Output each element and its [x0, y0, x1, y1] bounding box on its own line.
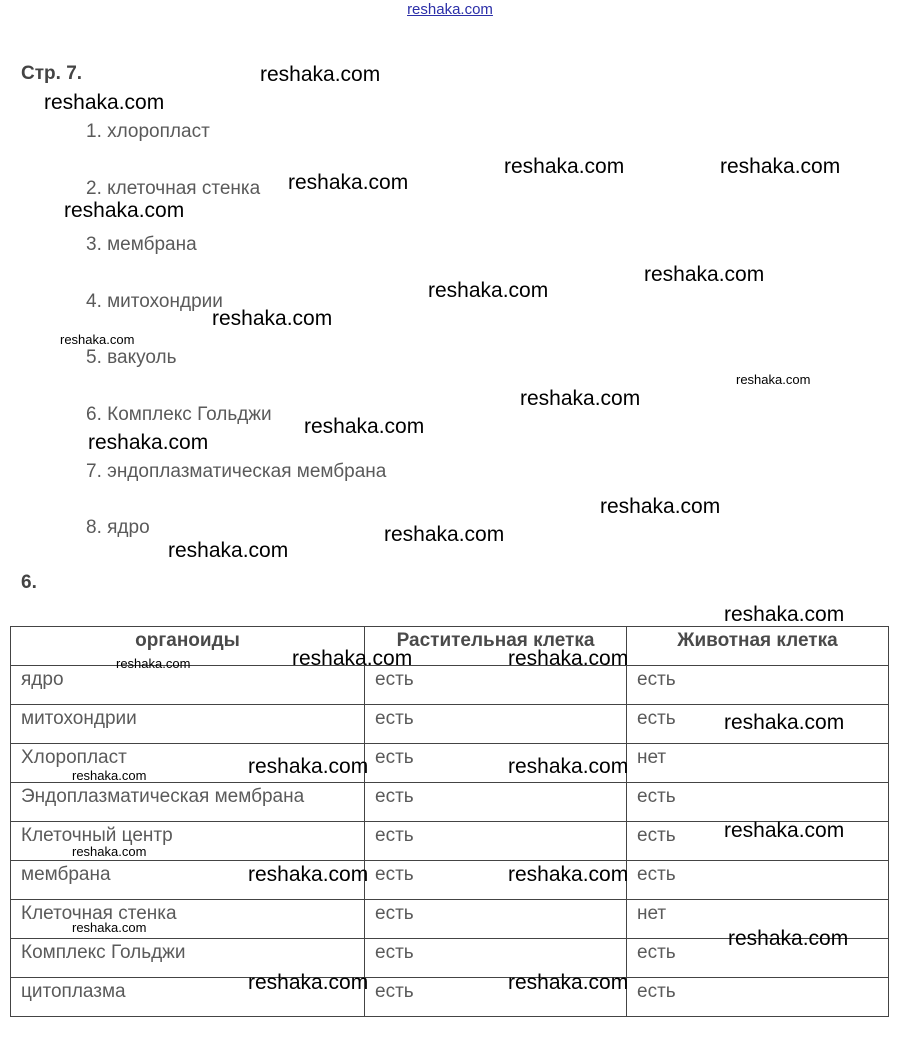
table-cell: Комплекс Гольджи: [11, 939, 365, 978]
list-item: 7. эндоплазматическая мембрана: [86, 460, 387, 482]
table-cell: есть: [627, 861, 889, 900]
table-cell: ядро: [11, 666, 365, 705]
table-cell: есть: [627, 978, 889, 1017]
list-item: 2. клеточная стенка: [86, 177, 261, 199]
watermark: reshaka.com: [724, 603, 845, 626]
watermark: reshaka.com: [60, 332, 135, 347]
table-cell: есть: [627, 939, 889, 978]
table-cell: Клеточная стенка: [11, 900, 365, 939]
list-item: 1. хлоропласт: [86, 121, 210, 142]
table-cell: есть: [365, 900, 627, 939]
table-cell: нет: [627, 900, 889, 939]
watermark: reshaka.com: [64, 199, 185, 222]
site-link[interactable]: reshaka.com: [407, 1, 493, 18]
list-item: 6. Комплекс Гольджи: [86, 403, 272, 425]
watermark: reshaka.com: [304, 415, 425, 438]
watermark: reshaka.com: [88, 431, 209, 454]
watermark: reshaka.com: [508, 971, 629, 994]
watermark: reshaka.com: [116, 656, 191, 671]
table-cell: есть: [365, 744, 627, 783]
watermark: reshaka.com: [728, 927, 849, 950]
watermark: reshaka.com: [44, 91, 165, 114]
watermark: reshaka.com: [736, 372, 811, 387]
table-cell: Эндоплазматическая мембрана: [11, 783, 365, 822]
table-cell: мембрана: [11, 861, 365, 900]
table-row: [11, 861, 889, 900]
table-row: [11, 978, 889, 1017]
watermark: reshaka.com: [72, 768, 147, 783]
table-cell: есть: [365, 666, 627, 705]
watermark: reshaka.com: [248, 863, 369, 886]
watermark: reshaka.com: [508, 647, 629, 670]
watermark: reshaka.com: [600, 495, 721, 518]
watermark: reshaka.com: [724, 819, 845, 842]
watermark: reshaka.com: [724, 711, 845, 734]
table-cell: митохондрии: [11, 705, 365, 744]
watermark: reshaka.com: [168, 539, 289, 562]
table-cell: Хлоропласт: [11, 744, 365, 783]
watermark: reshaka.com: [508, 863, 629, 886]
list-item: 3. мембрана: [86, 234, 197, 256]
watermark: reshaka.com: [292, 647, 413, 670]
table-row: [11, 666, 889, 705]
table-cell: есть: [365, 783, 627, 822]
table-cell: есть: [365, 939, 627, 978]
watermark: reshaka.com: [720, 155, 841, 178]
watermark: reshaka.com: [248, 755, 369, 778]
table-cell: есть: [365, 822, 627, 861]
watermark: reshaka.com: [248, 971, 369, 994]
table-cell: нет: [627, 744, 889, 783]
watermark: reshaka.com: [72, 844, 147, 859]
page-label: Стр. 7.: [21, 63, 83, 84]
table-cell: есть: [627, 666, 889, 705]
watermark: reshaka.com: [520, 387, 641, 410]
list-item: 8. ядро: [86, 517, 150, 539]
list-item: 4. митохондрии: [86, 290, 223, 312]
watermark: reshaka.com: [288, 171, 409, 194]
watermark: reshaka.com: [428, 279, 549, 302]
column-header: Животная клетка: [627, 627, 889, 666]
column-header: Растительная клетка: [365, 627, 627, 666]
table-cell: есть: [365, 861, 627, 900]
table-cell: есть: [365, 978, 627, 1017]
watermark: reshaka.com: [384, 523, 505, 546]
table-cell: Клеточный центр: [11, 822, 365, 861]
table-cell: есть: [627, 705, 889, 744]
column-header: органоиды: [11, 627, 365, 666]
watermark: reshaka.com: [644, 263, 765, 286]
watermark: reshaka.com: [212, 307, 333, 330]
table-cell: есть: [627, 822, 889, 861]
table-row: [11, 783, 889, 822]
watermark: reshaka.com: [72, 920, 147, 935]
table-cell: есть: [627, 783, 889, 822]
task-label: 6.: [21, 572, 37, 593]
watermark: reshaka.com: [508, 755, 629, 778]
watermark: reshaka.com: [260, 63, 381, 86]
watermark: reshaka.com: [504, 155, 625, 178]
table-cell: цитоплазма: [11, 978, 365, 1017]
table-cell: есть: [365, 705, 627, 744]
list-item: 5. вакуоль: [86, 347, 177, 369]
